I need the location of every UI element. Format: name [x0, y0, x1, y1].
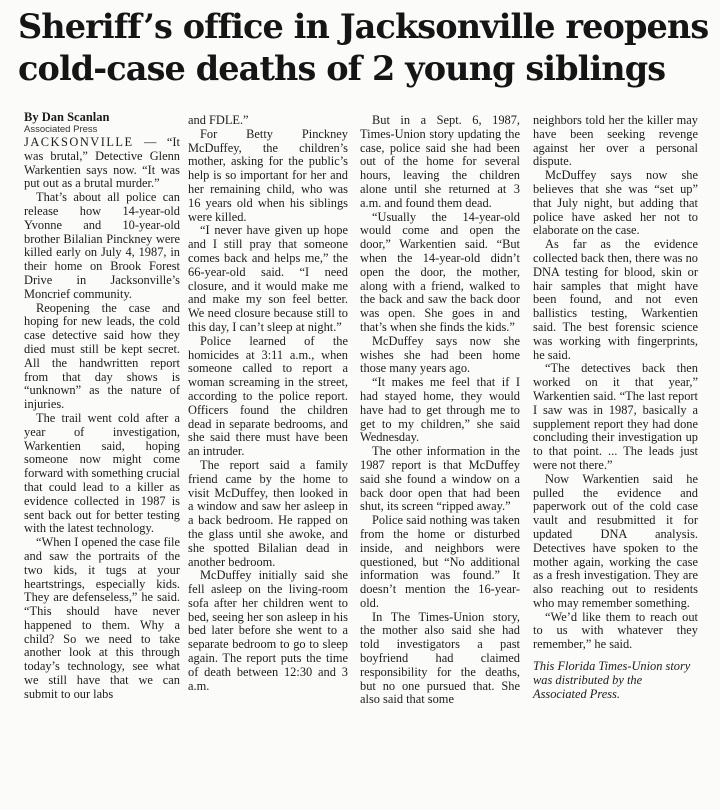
article-paragraph: “The detectives back then worked on it that year,” Warkentien said. “The last report I saw was in 1987, basically a supplement report they had done concluding their investigation up to that point. ... The leads just were not there.”: [533, 361, 698, 472]
article-paragraph: As far as the evidence collected back then, there was no DNA testing for blood, skin or hair samples that might have been found, and not even ballistics testing, Warkentien said. The best forensic science was working with fingerprints, he said.: [533, 237, 698, 362]
article-paragraph: McDuffey initially said she fell asleep on the living-room sofa after her children went to bed, seeing her son asleep in his bed later before she went to a separate bedroom to go to sleep again. The report puts the time of death between 12:30 and 3 a.m.: [188, 568, 348, 693]
article-paragraph: and FDLE.”: [188, 113, 249, 127]
headline-line-1: Sheriff’s office in Jacksonville reopens: [18, 7, 709, 46]
article-paragraph: “We’d like them to reach out to us with whatever they remember,” he said.: [533, 609, 698, 652]
article-paragraph: Police learned of the homicides at 3:11 a.m., when someone called to report a woman screaming in the street, according to the police report. Officers found the children dead in separate bedrooms, and she said there must have been an intruder.: [188, 333, 348, 459]
article-paragraph: “I never have given up hope and I still pray that someone comes back and helps me,” the 66-year-old said. “I need closure, and it would make me and make my son feel better. We need closure because still to this day, I can’t sleep at night.”: [188, 223, 348, 334]
dateline: JACKSONVILLE —: [24, 135, 158, 149]
article-paragraph: [24, 136, 180, 191]
article-paragraph: Reopening the case and hoping for new leads, the cold case detective said how they died must still be kept secret. All the handwritten report from that day shows is “unknown” as the nature of injuries.: [24, 300, 180, 412]
headline-line-2: cold-case deaths of 2 young siblings: [18, 49, 666, 88]
article-column-4: [533, 114, 698, 701]
article-column-2: [188, 114, 348, 693]
article-paragraph: The report said a family friend came by the home to visit McDuffey, then looked in a window and saw her asleep in a back bedroom. He rapped on the glass until she awoke, and she spotted Bilalian dead in another bedroom.: [188, 457, 348, 569]
article-column-1: [24, 110, 180, 702]
article-paragraph: “When I opened the case file and saw the portraits of the two kids, it tugs at your heartstrings, especially kids. They are defenseless,” he said. “This should have never happened to them. Why a child? So we need to take another look at this through today’s technology, see what we still have that we can submit to our labs: [24, 535, 180, 701]
article-paragraph: Police said nothing was taken from the home or disturbed inside, and neighbors were questioned, but “No additional information was found.” It doesn’t mention the 16-year-old.: [360, 513, 520, 610]
paragraph-text: “It was brutal,” Detective Glenn Warkentien says now. “It was put out as a brutal murder.”: [24, 135, 180, 191]
byline-agency: Associated Press: [24, 124, 98, 135]
article-paragraph: neighbors told her the killer may have been seeking revenge against her over a personal dispute.: [533, 113, 698, 169]
byline-author: By Dan Scanlan: [24, 110, 110, 124]
article-paragraph: For Betty Pinckney McDuffey, the children’s mother, asking for the public’s help is so important for her and her remaining child, who was 16 years old when his siblings were killed.: [188, 126, 348, 224]
article-paragraph: “Usually the 14-year-old would come and open the door,” Warkentien said. “But when the 14-year-old didn’t open the door, the mother, along with a friend, walked to the back and saw the back door was open. She goes in and that’s when she finds the kids.”: [360, 209, 520, 334]
distribution-credit: This Florida Times-Union story was distributed by the Associated Press.: [533, 659, 691, 701]
article-paragraph: That’s about all police can release how 14-year-old Yvonne and 10-year-old brother Bilalian Pinckney were killed early on July 4, 1987, in their home on Brook Forest Drive in Jacksonville’s Moncrief community.: [24, 190, 180, 301]
article-paragraph: But in a Sept. 6, 1987, Times-Union story updating the case, police said she had been out of the home for several hours, leaving the children alone until she returned at 3 a.m. and found them dead.: [360, 113, 520, 210]
article-paragraph: McDuffey says now she wishes she had been home those many years ago.: [360, 333, 520, 376]
article-paragraph: In The Times-Union story, the mother also said she had told investigators a past boyfriend had claimed responsibility for the deaths, but no one pursued that. She also said that some: [360, 609, 520, 707]
article-paragraph: “It makes me feel that if I had stayed home, they would have had to get through me to get to my children,” she said Wednesday.: [360, 375, 520, 445]
article-paragraph: McDuffey says now she believes that she was “set up” that July night, but adding that police have asked her not to elaborate on the case.: [533, 168, 698, 238]
article-paragraph: The other information in the 1987 report is that McDuffey said she found a window on a back door open that had been shut, its screen “ripped away.”: [360, 444, 520, 514]
article-column-3: [360, 114, 520, 707]
headline: [18, 6, 718, 90]
article-paragraph: Now Warkentien said he pulled the evidence and paperwork out of the cold case vault and resubmitted it for updated DNA analysis. Detectives have spoken to the mother again, working the case as a fresh investigation. They are also reaching out to residents who may remember something.: [533, 471, 698, 610]
article-paragraph: The trail went cold after a year of investigation, Warkentien said, hoping someone now might come forward with something crucial that could lead to a killer as evidence collected in 1987 is sent back out for better testing with the latest technology.: [24, 410, 180, 536]
